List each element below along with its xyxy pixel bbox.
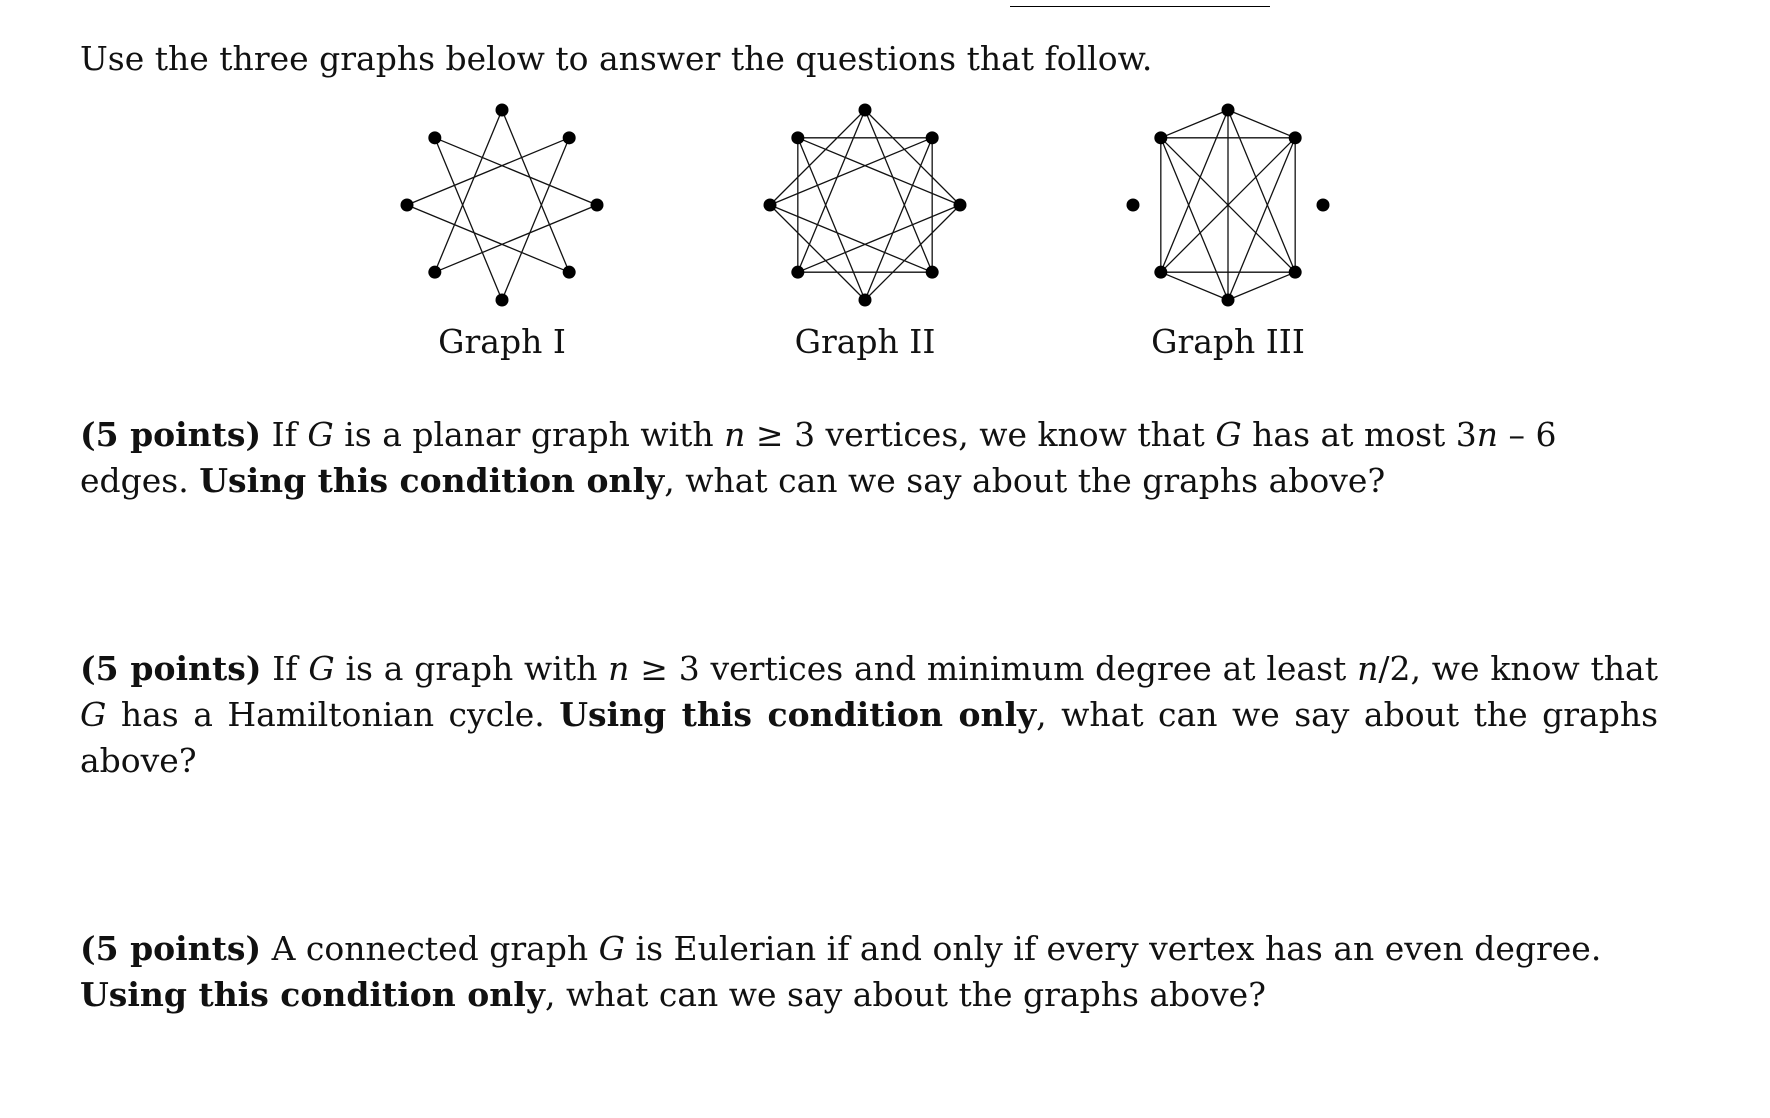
graph-3-label: Graph III (1151, 322, 1305, 361)
graph-1-label: Graph I (438, 322, 566, 361)
vertex-1 (1289, 131, 1302, 144)
graph-1 (392, 100, 612, 310)
vertex-3 (563, 266, 576, 279)
top-rule-fragment (1010, 0, 1270, 7)
vertex-2 (954, 199, 967, 212)
vertex-1 (563, 131, 576, 144)
vertex-6 (401, 199, 414, 212)
edge-0-2 (865, 110, 960, 205)
vertex-1 (926, 131, 939, 144)
vertex-0 (1222, 104, 1235, 117)
vertex-5 (428, 266, 441, 279)
vertex-3 (1289, 266, 1302, 279)
vertex-0 (496, 104, 509, 117)
graph-2 (755, 100, 975, 310)
vertex-5 (791, 266, 804, 279)
condition-emphasis: Using this condition only (199, 461, 665, 500)
condition-emphasis: Using this condition only (559, 695, 1037, 734)
vertex-7 (791, 131, 804, 144)
points-label: (5 points) (80, 929, 262, 968)
vertex-6 (1127, 199, 1140, 212)
vertex-7 (428, 131, 441, 144)
graph-2-figure (755, 100, 975, 310)
edge-4-6 (770, 205, 865, 300)
question-eulerian: (5 points) A connected graph G is Eulerian if and only if every vertex has an even degree. Using this condition only, what can we say about the graphs above? (80, 929, 1602, 1014)
vertex-5 (1154, 266, 1167, 279)
vertex-2 (591, 199, 604, 212)
vertex-6 (764, 199, 777, 212)
points-label: (5 points) (80, 415, 262, 454)
edge-2-4 (865, 205, 960, 300)
vertex-2 (1317, 199, 1330, 212)
vertex-3 (926, 266, 939, 279)
vertex-7 (1154, 131, 1167, 144)
condition-emphasis: Using this condition only (80, 975, 545, 1014)
graph-1-figure (392, 100, 612, 310)
question-planar: (5 points) If G is a planar graph with n ≥ 3 vertices, we know that G has at most 3n – 6 edges. Using this condition only, what can we say about the graphs above? (80, 415, 1557, 500)
vertex-0 (859, 104, 872, 117)
edge-0-6 (770, 110, 865, 205)
vertex-4 (1222, 294, 1235, 307)
points-label: (5 points) (80, 649, 262, 688)
graph-3 (1118, 100, 1338, 310)
vertex-4 (859, 294, 872, 307)
graph-3-figure (1118, 100, 1338, 310)
graph-2-label: Graph II (794, 322, 936, 361)
vertex-4 (496, 294, 509, 307)
intro-text: Use the three graphs below to answer the questions that follow. (80, 39, 1153, 78)
question-hamiltonian: (5 points) If G is a graph with n ≥ 3 vertices and minimum degree at least n/2, we know that G has a Hamiltonian cycle. Using this condition only, what can we say about the graphs above? (80, 649, 1659, 780)
